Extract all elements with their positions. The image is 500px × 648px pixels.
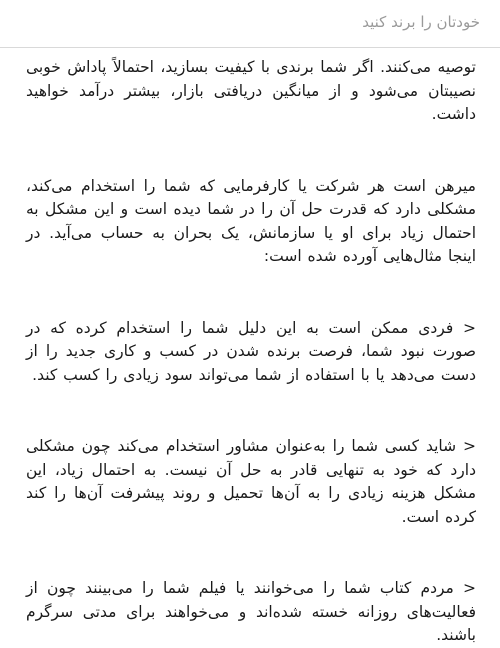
page-header <box>0 0 500 48</box>
list-item: < مردم کتاب شما را می‌خوانند یا فیلم شما را می‌بینند چون از فعالیت‌های روزانه خسته شده‌اند و می‌خواهند برای مدتی سرگرم باشند. <box>26 579 476 644</box>
page-title: خودتان را برند کنید <box>362 13 480 31</box>
article-paragraph: توصیه می‌کنند. اگر شما برندی با کیفیت بسازید، احتمالاً پاداش خوبی نصیبتان می‌شود و از میانگین دریافتی بازار، بیشتر درآمد خواهید داشت. <box>26 58 476 123</box>
list-item: < فردی ممکن است به این دلیل شما را استخدام کرده که در صورت نبود شما، فرصت برنده شدن در کسب و کاری جدید را از دست می‌دهد یا با استفاده از شما می‌تواند سود زیادی را کسب کند. <box>26 318 476 384</box>
article-body <box>26 56 476 648</box>
list-item: < شاید کسی شما را به‌عنوان مشاور استخدام می‌کند چون مشکلی دارد که خود به تنهایی قادر به حل آن نیست. به احتمال زیاد، این مشکل هزینه زیادی را به آن‌ها تحمیل و روند پیشرفت آن‌ها را کند کرده است. <box>26 437 476 526</box>
article-paragraph: میرهن است هر شرکت یا کارفرمایی که شما را استخدام می‌کند، مشکلی دارد که قدرت حل آن را در شما دیده است و این مشکل به احتمال زیاد برای او یا سازمانش، یک بحران به حساب می‌آید. در اینجا مثال‌هایی آورده شده است: <box>26 176 476 265</box>
